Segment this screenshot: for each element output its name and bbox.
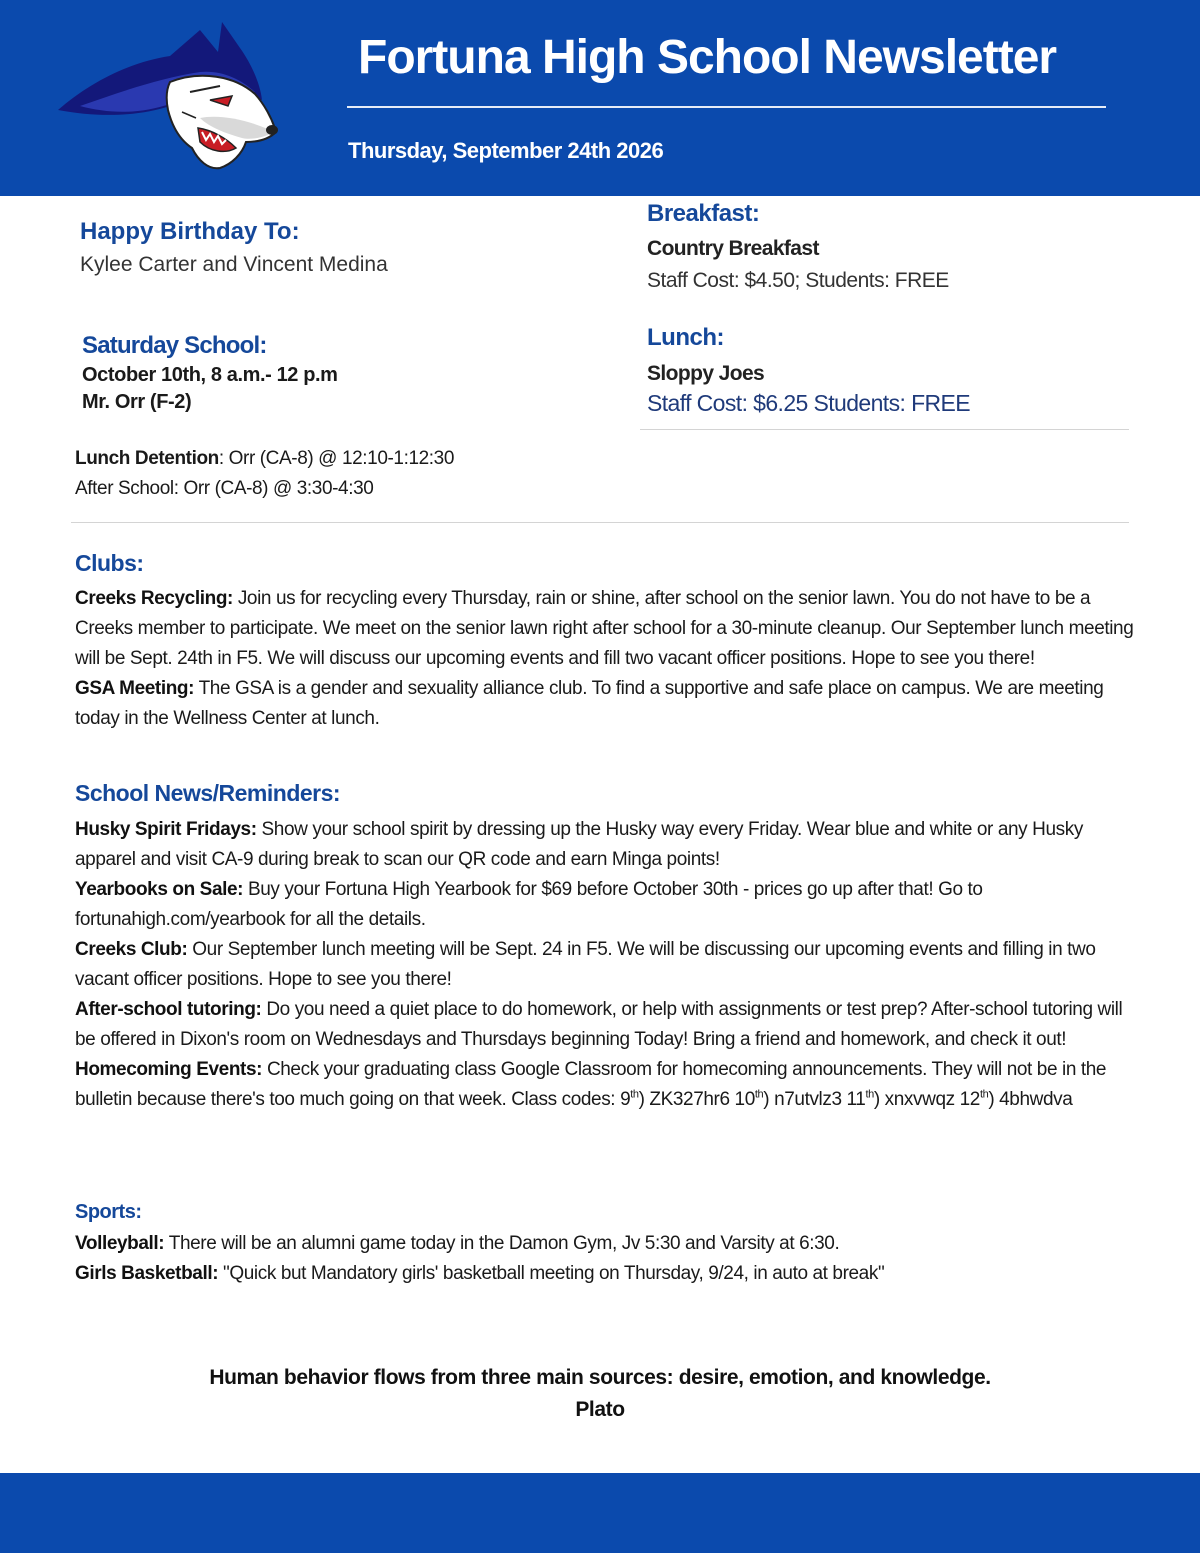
lunch-detention bbox=[75, 448, 454, 470]
news-section bbox=[75, 815, 1140, 1115]
husky-mascot-icon bbox=[50, 22, 280, 172]
sports-label: Girls Basketball: bbox=[75, 1263, 219, 1284]
news-label: Yearbooks on Sale: bbox=[75, 879, 244, 900]
news-label: Husky Spirit Fridays: bbox=[75, 819, 257, 840]
news-label: Homecoming Events: bbox=[75, 1059, 263, 1080]
sports-label: Volleyball: bbox=[75, 1233, 165, 1254]
news-text: Show your school spirit by dressing up the Husky way every Friday. Wear blue and white or any Husky apparel and visit CA-9 during break to scan our QR code and earn Minga points! bbox=[75, 819, 1083, 870]
club-text: Join us for recycling every Thursday, rain or shine, after school on the senior lawn. You do not have to be a Creeks member to participate. We meet on the senior lawn right after school for a 30-minute cleanup. Our September lunch meeting will be Sept. 24th in F5. We will discuss our upcoming events and fill two vacant officer positions. Hope to see you there! bbox=[75, 588, 1134, 669]
sports-section bbox=[75, 1229, 1140, 1289]
quote-text: Human behavior flows from three main sources: desire, emotion, and knowledge. bbox=[209, 1366, 991, 1389]
news-heading: School News/Reminders: bbox=[75, 780, 341, 806]
class-code: 12th) 4bhwdva bbox=[959, 1088, 1073, 1110]
news-item bbox=[75, 995, 1140, 1055]
lunch-detention-text: : Orr (CA-8) @ 12:10-1:12:30 bbox=[218, 448, 455, 469]
news-text: Buy your Fortuna High Yearbook for $69 before October 30th - prices go up after that! Go to fortunahigh.com/yearbook for all the details. bbox=[75, 879, 983, 930]
saturday-school-who: Mr. Orr (F-2) bbox=[82, 391, 192, 413]
birthday-heading: Happy Birthday To: bbox=[80, 218, 300, 245]
menu-divider bbox=[640, 429, 1129, 430]
clubs-section bbox=[75, 584, 1140, 734]
lunch-cost: Staff Cost: $6.25 Students: FREE bbox=[647, 390, 971, 416]
news-item bbox=[75, 875, 1140, 935]
news-item bbox=[75, 935, 1140, 995]
breakfast-item: Country Breakfast bbox=[647, 237, 819, 260]
news-text: Check your graduating class Google Classroom for homecoming announcements. They will not be in the bulletin because there's too much going on that week. Class codes: bbox=[75, 1059, 1107, 1110]
homecoming-item bbox=[75, 1055, 1140, 1115]
class-code: 9th) ZK327hr6 bbox=[620, 1088, 735, 1110]
breakfast-heading: Breakfast: bbox=[647, 200, 760, 227]
club-item bbox=[75, 674, 1140, 734]
sports-heading: Sports: bbox=[75, 1201, 142, 1223]
class-code: 10th) n7utvlz3 bbox=[734, 1088, 847, 1110]
news-label: Creeks Club: bbox=[75, 939, 188, 960]
class-code: 11th) xnxvwqz bbox=[846, 1088, 960, 1110]
saturday-school-heading: Saturday School: bbox=[82, 332, 267, 359]
birthday-names: Kylee Carter and Vincent Medina bbox=[80, 253, 388, 276]
club-label: GSA Meeting: bbox=[75, 678, 195, 699]
clubs-heading: Clubs: bbox=[75, 550, 144, 576]
club-text: The GSA is a gender and sexuality alliance club. To find a supportive and safe place on campus. We are meeting today in the Wellness Center at lunch. bbox=[75, 678, 1104, 729]
news-label: After-school tutoring: bbox=[75, 999, 262, 1020]
header-banner bbox=[0, 0, 1200, 196]
newsletter-date: Thursday, September 24th 2026 bbox=[348, 138, 664, 163]
news-text: Do you need a quiet place to do homework, or help with assignments or test prep? After-school tutoring will be offered in Dixon's room on Wednesdays and Thursdays beginning Today! Bring a friend and homework, and check it out! bbox=[75, 999, 1123, 1050]
saturday-school-when: October 10th, 8 a.m.- 12 p.m bbox=[82, 364, 338, 386]
detention-divider bbox=[71, 522, 1129, 523]
lunch-item: Sloppy Joes bbox=[647, 362, 765, 385]
lunch-heading: Lunch: bbox=[647, 324, 724, 351]
lunch-detention-label: Lunch Detention bbox=[75, 448, 219, 469]
title-divider bbox=[347, 106, 1106, 108]
sports-item bbox=[75, 1229, 1140, 1259]
club-item bbox=[75, 584, 1140, 674]
news-text: Our September lunch meeting will be Sept. 24 in F5. We will be discussing our upcoming events and filling in two vacant officer positions. Hope to see you there! bbox=[75, 939, 1096, 990]
sports-text: There will be an alumni game today in the Damon Gym, Jv 5:30 and Varsity at 6:30. bbox=[164, 1233, 840, 1254]
quote-author: Plato bbox=[575, 1398, 625, 1421]
sports-text: "Quick but Mandatory girls' basketball meeting on Thursday, 9/24, in auto at break" bbox=[218, 1263, 885, 1284]
sports-item bbox=[75, 1259, 1140, 1289]
news-item bbox=[75, 815, 1140, 875]
after-school-detention: After School: Orr (CA-8) @ 3:30-4:30 bbox=[75, 478, 374, 499]
club-label: Creeks Recycling: bbox=[75, 588, 233, 609]
breakfast-cost: Staff Cost: $4.50; Students: FREE bbox=[647, 269, 949, 292]
footer-banner bbox=[0, 1473, 1200, 1553]
newsletter-title: Fortuna High School Newsletter bbox=[358, 31, 1057, 84]
